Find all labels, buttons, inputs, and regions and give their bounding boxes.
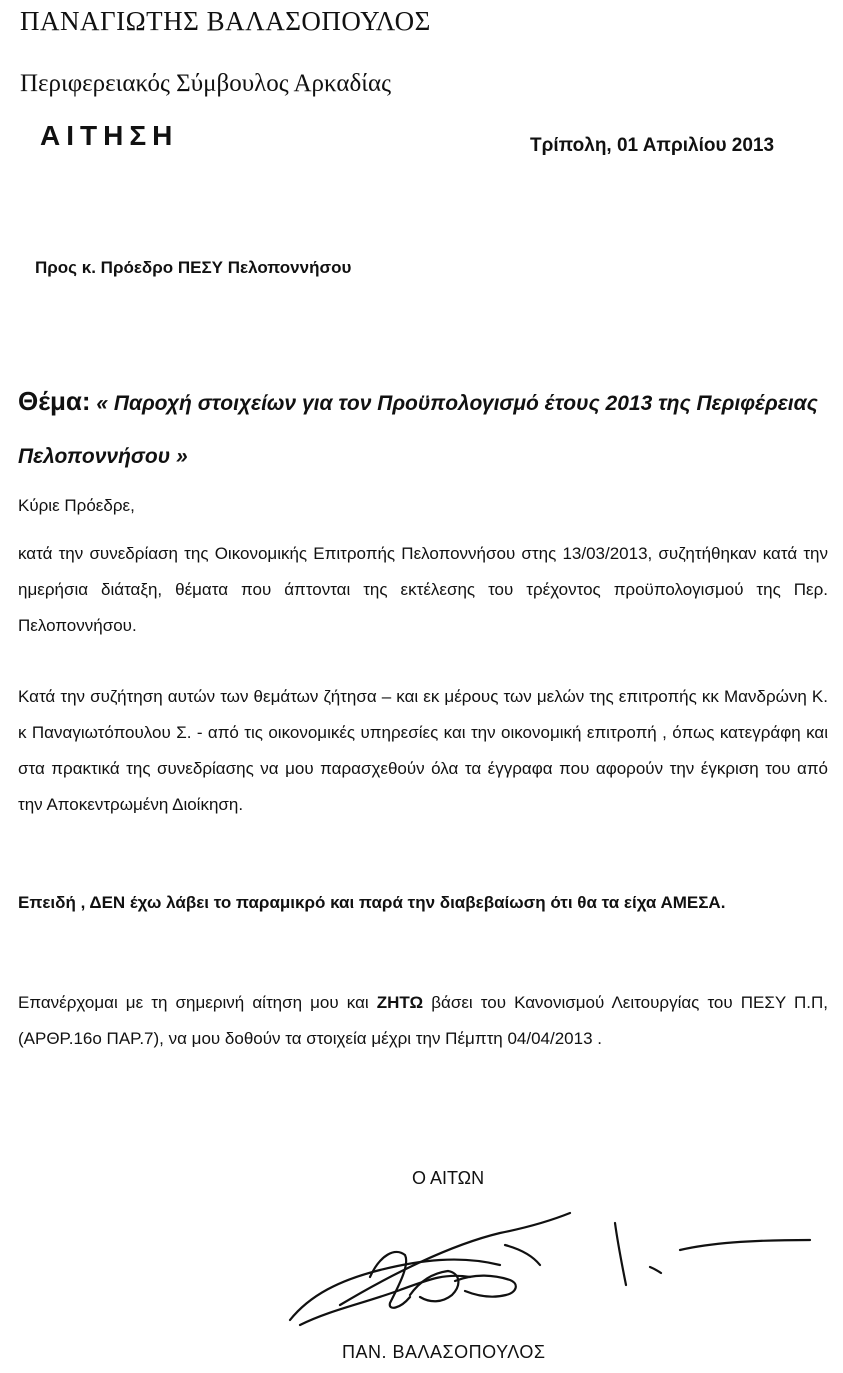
request-text-end: βάσει του Κανονισμού Λειτουργίας του ΠΕΣΥ Π.Π, (ΑΡΘΡ.16ο ΠΑΡ.7), να μου δοθούν τα στοιχεία μέχρι την Πέμπτη 04/04/2013 . [18, 993, 829, 1048]
subject-label: Θέμα: [18, 386, 91, 416]
signer-name: ΠΑΝ. ΒΑΛΑΣΟΠΟΥΛΟΣ [342, 1342, 546, 1362]
signer-title: Ο ΑΙΤΩΝ [412, 1168, 485, 1188]
subject-line [18, 375, 818, 483]
request-emphasis: ΖΗΤΩ [376, 993, 424, 1012]
author-name: ΠΑΝΑΓΙΩΤΗΣ ΒΑΛΑΣΟΠΟΥΛΟΣ [20, 6, 431, 36]
salutation: Κύριε Πρόεδρε, [18, 496, 135, 515]
body-paragraph-3: Επειδή , ΔΕΝ έχω λάβει το παραμικρό και παρά την διαβεβαίωση ότι θα τα είχα ΑΜΕΣΑ. [18, 893, 726, 912]
document-date: Τρίπολη, 01 Απριλίου 2013 [530, 135, 775, 156]
document-type-title: ΑΙΤΗΣΗ [40, 120, 179, 151]
recipient-line: Προς κ. Πρόεδρο ΠΕΣΥ Πελοποννήσου [35, 258, 352, 277]
subject-text: « Παροχή στοιχείων για τον Προϋπολογισμό έτους 2013 της Περιφέρειας Πελοποννήσου » [18, 392, 818, 468]
body-paragraph-2: Κατά την συζήτηση αυτών των θεμάτων ζήτησα – και εκ μέρους των μελών της επιτροπής κκ Μανδρώνη Κ. κ Παναγιωτόπουλου Σ. - από τις οικονομικές υπηρεσίες και την οικονομική επιτροπή , όπως κατεγράφη και στα πρακτικά της συνεδρίασης να μου παρασχεθούν όλα τα έγγραφα που αφορούν την έγκριση του από την Αποκεντρωμένη Διοίκηση. [18, 687, 828, 814]
request-text-start: Επανέρχομαι με τη σημερινή αίτηση μου και [18, 993, 377, 1012]
author-role: Περιφερειακός Σύμβουλος Αρκαδίας [20, 70, 392, 97]
request-paragraph [18, 985, 828, 1057]
body-paragraph-1: κατά την συνεδρίαση της Οικονομικής Επιτροπής Πελοποννήσου στης 13/03/2013, συζητήθηκαν κατά την ημερήσια διάταξη, θέματα που άπτονται της εκτέλεσης του τρέχοντος προϋπολογισμού της Περ. Πελοποννήσου. [18, 544, 828, 635]
handwritten-signature [270, 1185, 830, 1335]
